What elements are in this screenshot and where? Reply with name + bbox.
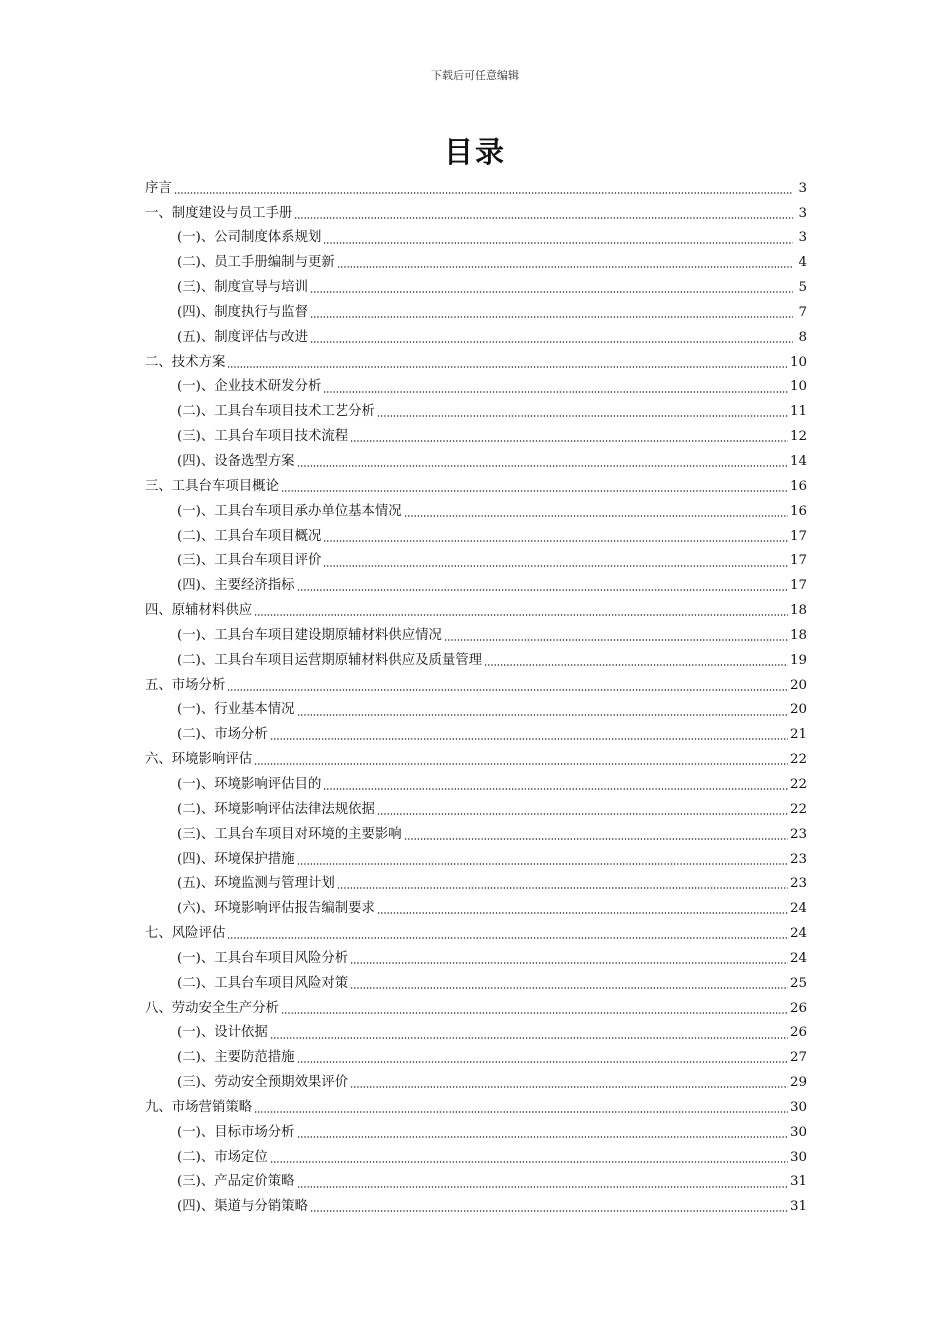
toc-entry-page: 7 — [798, 304, 807, 320]
toc-entry-page: 5 — [798, 280, 807, 296]
toc-entry-page: 24 — [789, 950, 807, 966]
toc-entry[interactable] — [145, 723, 807, 748]
toc-entry-label: 四、原辅材料供应 — [145, 603, 253, 619]
toc-dot-leader — [337, 266, 793, 268]
toc-entry-label: (四)、环境保护措施 — [177, 851, 295, 867]
toc-entry-label: (四)、主要经济指标 — [177, 578, 295, 594]
toc-entry[interactable] — [145, 1195, 807, 1220]
toc-entry-label: (一)、工具台车项目风险分析 — [177, 950, 349, 966]
toc-entry-label: 八、劳动安全生产分析 — [145, 1000, 279, 1016]
toc-entry-label: (二)、工具台车项目风险对策 — [177, 975, 349, 991]
toc-entry[interactable] — [145, 524, 807, 549]
toc-entry[interactable] — [145, 971, 807, 996]
toc-dot-leader — [350, 962, 788, 964]
toc-entry-label: (六)、环境影响评估报告编制要求 — [177, 901, 375, 917]
toc-entry-page: 10 — [789, 354, 807, 370]
toc-entry-page: 11 — [789, 404, 807, 420]
toc-dot-leader — [350, 1086, 788, 1088]
toc-entry-page: 22 — [789, 752, 807, 768]
toc-entry[interactable] — [145, 673, 807, 698]
toc-dot-leader — [297, 863, 788, 865]
toc-entry-page: 29 — [789, 1075, 807, 1091]
toc-entry-label: (二)、员工手册编制与更新 — [177, 255, 335, 271]
toc-entry-page: 3 — [798, 230, 807, 246]
toc-dot-leader — [227, 689, 788, 691]
toc-entry-label: (二)、工具台车项目运营期原辅材料供应及质量管理 — [177, 652, 483, 668]
toc-entry-page: 23 — [789, 876, 807, 892]
toc-entry-page: 18 — [789, 627, 807, 643]
toc-entry-page: 30 — [789, 1124, 807, 1140]
toc-dot-leader — [444, 639, 788, 641]
toc-entry-label: (一)、公司制度体系规划 — [177, 230, 322, 246]
table-of-contents — [145, 176, 807, 1219]
toc-entry-label: 六、环境影响评估 — [145, 752, 253, 768]
toc-entry[interactable] — [145, 325, 807, 350]
toc-entry-label: 一、制度建设与员工手册 — [145, 205, 293, 221]
toc-entry-page: 22 — [789, 801, 807, 817]
toc-entry[interactable] — [145, 449, 807, 474]
toc-dot-leader — [484, 664, 788, 666]
toc-entry[interactable] — [145, 747, 807, 772]
toc-entry-page: 3 — [798, 180, 807, 196]
toc-entry[interactable] — [145, 1145, 807, 1170]
toc-dot-leader — [227, 937, 788, 939]
toc-dot-leader — [377, 813, 788, 815]
toc-entry[interactable] — [145, 251, 807, 276]
toc-entry[interactable] — [145, 375, 807, 400]
toc-entry[interactable] — [145, 424, 807, 449]
toc-entry-page: 20 — [789, 702, 807, 718]
toc-entry-page: 31 — [789, 1199, 807, 1215]
page-title: 目录 — [443, 135, 506, 169]
toc-entry-label: (三)、产品定价策略 — [177, 1174, 295, 1190]
toc-dot-leader — [281, 490, 788, 492]
toc-entry[interactable] — [145, 598, 807, 623]
toc-entry[interactable] — [145, 1120, 807, 1145]
toc-dot-leader — [270, 738, 788, 740]
toc-entry-page: 17 — [789, 553, 807, 569]
toc-entry-page: 10 — [789, 379, 807, 395]
toc-dot-leader — [254, 614, 788, 616]
toc-entry-label: (一)、目标市场分析 — [177, 1124, 295, 1140]
toc-entry[interactable] — [145, 623, 807, 648]
toc-dot-leader — [297, 589, 788, 591]
toc-dot-leader — [350, 987, 788, 989]
toc-entry-label: 九、市场营销策略 — [145, 1099, 253, 1115]
toc-entry[interactable] — [145, 1046, 807, 1071]
toc-entry-page: 16 — [789, 503, 807, 519]
toc-entry-label: (五)、制度评估与改进 — [177, 329, 308, 345]
toc-entry-page: 19 — [789, 652, 807, 668]
toc-entry[interactable] — [145, 300, 807, 325]
toc-entry[interactable] — [145, 350, 807, 375]
toc-entry-page: 22 — [789, 776, 807, 792]
toc-entry-page: 14 — [789, 454, 807, 469]
toc-entry[interactable] — [145, 1170, 807, 1195]
toc-dot-leader — [227, 366, 788, 368]
toc-dot-leader — [270, 1037, 788, 1039]
toc-entry-label: 七、风险评估 — [145, 926, 226, 942]
toc-entry[interactable] — [145, 847, 807, 872]
toc-dot-leader — [297, 1186, 788, 1188]
toc-dot-leader — [294, 217, 793, 219]
toc-entry[interactable] — [145, 921, 807, 946]
toc-entry-page: 23 — [789, 851, 807, 867]
toc-entry[interactable] — [145, 797, 807, 822]
toc-entry-label: (二)、市场定位 — [177, 1149, 268, 1165]
toc-entry-label: (三)、工具台车项目评价 — [177, 553, 322, 569]
toc-entry-page: 24 — [789, 901, 807, 917]
toc-entry-label: (一)、行业基本情况 — [177, 702, 295, 718]
toc-dot-leader — [297, 714, 788, 716]
toc-entry[interactable] — [145, 400, 807, 425]
toc-dot-leader — [350, 440, 788, 442]
toc-dot-leader — [297, 465, 788, 467]
toc-dot-leader — [323, 540, 788, 542]
toc-entry[interactable] — [145, 872, 807, 897]
toc-entry[interactable] — [145, 996, 807, 1021]
toc-entry-page: 3 — [798, 205, 807, 221]
toc-entry-page: 26 — [789, 1025, 807, 1041]
toc-entry-label: (四)、制度执行与监督 — [177, 304, 308, 320]
toc-entry-page: 23 — [789, 826, 807, 842]
toc-entry-label: (一)、环境影响评估目的 — [177, 776, 322, 792]
toc-entry-page: 30 — [789, 1149, 807, 1165]
toc-entry-label: (三)、制度宣导与培训 — [177, 280, 308, 296]
toc-entry[interactable] — [145, 1021, 807, 1046]
toc-dot-leader — [297, 1061, 788, 1063]
toc-dot-leader — [337, 887, 788, 889]
toc-dot-leader — [323, 565, 788, 567]
toc-dot-leader — [377, 912, 788, 914]
toc-dot-leader — [254, 763, 788, 765]
toc-entry-label: (二)、环境影响评估法律法规依据 — [177, 801, 375, 817]
toc-entry-label: (五)、环境监测与管理计划 — [177, 876, 335, 892]
toc-entry[interactable] — [145, 822, 807, 847]
toc-dot-leader — [310, 341, 793, 343]
toc-entry-label: 序言 — [145, 180, 172, 196]
toc-entry-label: (一)、企业技术研发分析 — [177, 379, 322, 395]
toc-entry[interactable] — [145, 176, 807, 201]
toc-entry-label: (一)、工具台车项目承办单位基本情况 — [177, 503, 402, 519]
toc-entry-page: 31 — [789, 1174, 807, 1190]
toc-entry[interactable] — [145, 1095, 807, 1120]
toc-dot-leader — [310, 1210, 788, 1212]
toc-entry[interactable] — [145, 275, 807, 300]
toc-entry-page: 12 — [789, 429, 807, 445]
toc-entry-page: 4 — [798, 255, 807, 271]
toc-entry-label: (二)、工具台车项目技术工艺分析 — [177, 404, 375, 420]
toc-entry-label: 二、技术方案 — [145, 354, 226, 370]
toc-dot-leader — [174, 192, 793, 194]
toc-entry-page: 24 — [789, 926, 807, 942]
toc-entry-label: (一)、工具台车项目建设期原辅材料供应情况 — [177, 627, 442, 643]
toc-dot-leader — [404, 515, 788, 517]
toc-entry-label: (二)、主要防范措施 — [177, 1050, 295, 1066]
header-note: 下载后可任意编辑 — [431, 69, 519, 82]
toc-entry-label: (三)、劳动安全预期效果评价 — [177, 1075, 349, 1091]
toc-entry[interactable] — [145, 499, 807, 524]
toc-entry-label: (一)、设计依据 — [177, 1025, 268, 1041]
toc-dot-leader — [270, 1161, 788, 1163]
toc-entry-label: (三)、工具台车项目对环境的主要影响 — [177, 826, 402, 842]
toc-entry[interactable] — [145, 896, 807, 921]
toc-dot-leader — [323, 788, 788, 790]
toc-dot-leader — [297, 1136, 788, 1138]
toc-entry[interactable] — [145, 549, 807, 574]
toc-entry-page: 8 — [798, 329, 807, 345]
toc-dot-leader — [254, 1111, 788, 1113]
toc-dot-leader — [404, 838, 788, 840]
toc-entry-page: 17 — [789, 528, 807, 544]
toc-entry-page: 25 — [789, 975, 807, 991]
toc-entry-label: (二)、市场分析 — [177, 727, 268, 743]
toc-entry-page: 30 — [789, 1099, 807, 1115]
toc-entry[interactable] — [145, 574, 807, 599]
toc-entry-page: 21 — [789, 727, 807, 743]
toc-entry-label: (二)、工具台车项目概况 — [177, 528, 322, 544]
toc-entry[interactable] — [145, 698, 807, 723]
toc-entry[interactable] — [145, 1070, 807, 1095]
toc-dot-leader — [310, 291, 793, 293]
toc-dot-leader — [323, 242, 793, 244]
toc-entry-page: 17 — [789, 578, 807, 594]
toc-entry[interactable] — [145, 201, 807, 226]
toc-entry-label: (四)、设备选型方案 — [177, 454, 295, 469]
toc-entry[interactable] — [145, 474, 807, 499]
toc-dot-leader — [310, 316, 793, 318]
toc-entry[interactable] — [145, 946, 807, 971]
toc-entry-page: 20 — [789, 677, 807, 693]
toc-dot-leader — [377, 415, 788, 417]
toc-entry-label: 三、工具台车项目概论 — [145, 478, 279, 494]
toc-entry[interactable] — [145, 772, 807, 797]
toc-entry-page: 26 — [789, 1000, 807, 1016]
toc-dot-leader — [323, 391, 788, 393]
toc-entry-label: 五、市场分析 — [145, 677, 226, 693]
toc-dot-leader — [281, 1012, 788, 1014]
toc-entry-label: (三)、工具台车项目技术流程 — [177, 429, 349, 445]
toc-entry-page: 16 — [789, 478, 807, 494]
toc-entry-page: 18 — [789, 603, 807, 619]
toc-entry[interactable] — [145, 648, 807, 673]
toc-entry-label: (四)、渠道与分销策略 — [177, 1199, 308, 1215]
toc-entry-page: 27 — [789, 1050, 807, 1066]
toc-entry[interactable] — [145, 226, 807, 251]
